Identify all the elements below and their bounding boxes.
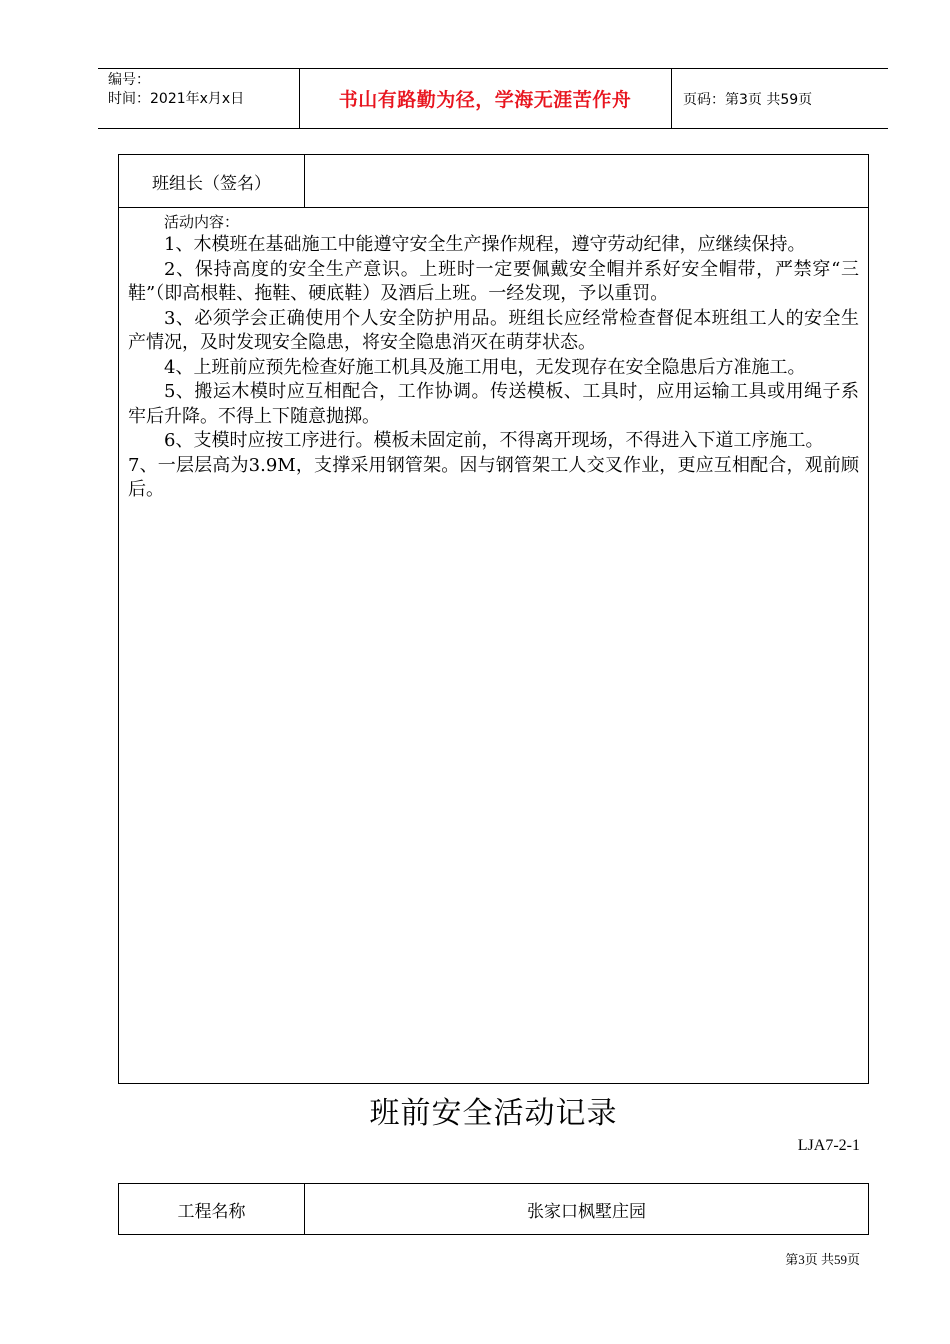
project-value: 张家口枫墅庄园 xyxy=(527,1201,646,1222)
activity-item: 7、一层层高为3.9M，支撑采用钢管架。因与钢管架工人交叉作业，更应互相配合，观前顾后。 xyxy=(128,454,859,500)
footer-page-info: 第3页 共59页 xyxy=(785,1252,860,1267)
header-divider xyxy=(671,69,672,128)
leader-signature-field[interactable] xyxy=(305,155,868,207)
project-table xyxy=(118,1183,869,1235)
activity-item: 6、支模时应按工序进行。模板未固定前，不得离开现场，不得进入下道工序施工。 xyxy=(164,430,824,451)
project-label: 工程名称 xyxy=(119,1184,305,1234)
record-title: 班前安全活动记录 xyxy=(369,1096,618,1131)
number-label: 编号： xyxy=(108,72,150,88)
header-motto: 书山有路勤为径，学海无涯苦作舟 xyxy=(338,89,632,111)
time-label: 时间：2021年x月x日 xyxy=(108,91,245,107)
activity-item: 4、上班前应预先检查好施工机具及施工用电，无发现存在安全隐患后方准施工。 xyxy=(164,356,806,378)
activity-table xyxy=(118,154,869,1084)
activity-item: 3、必须学会正确使用个人安全防护用品。班组长应经常检查督促本班组工人的安全生产情况，及时发现安全隐患，将安全隐患消灭在萌芽状态。 xyxy=(128,307,859,353)
activity-heading: 活动内容： xyxy=(164,213,240,231)
activity-item: 1、木模班在基础施工中能遵守安全生产操作规程，遵守劳动纪律，应继续保持。 xyxy=(164,234,806,255)
header-page-info: 页码：第3页 共59页 xyxy=(683,91,813,108)
record-code: LJA7-2-1 xyxy=(797,1137,860,1154)
activity-item: 5、搬运木模时应互相配合，工作协调。传送模板、工具时，应用运输工具或用绳子系牢后升降。不得上下随意抛掷。 xyxy=(128,381,859,427)
page-header xyxy=(98,68,888,129)
activity-item: 2、保持高度的安全生产意识。上班时一定要佩戴安全帽并系好安全帽带，严禁穿“三鞋”（即高根鞋、拖鞋、硬底鞋）及酒后上班。一经发现，予以重罚。 xyxy=(128,258,859,304)
activity-content xyxy=(128,211,859,503)
leader-row xyxy=(119,155,868,208)
header-meta xyxy=(108,71,303,109)
leader-label: 班组长（签名） xyxy=(119,155,305,207)
